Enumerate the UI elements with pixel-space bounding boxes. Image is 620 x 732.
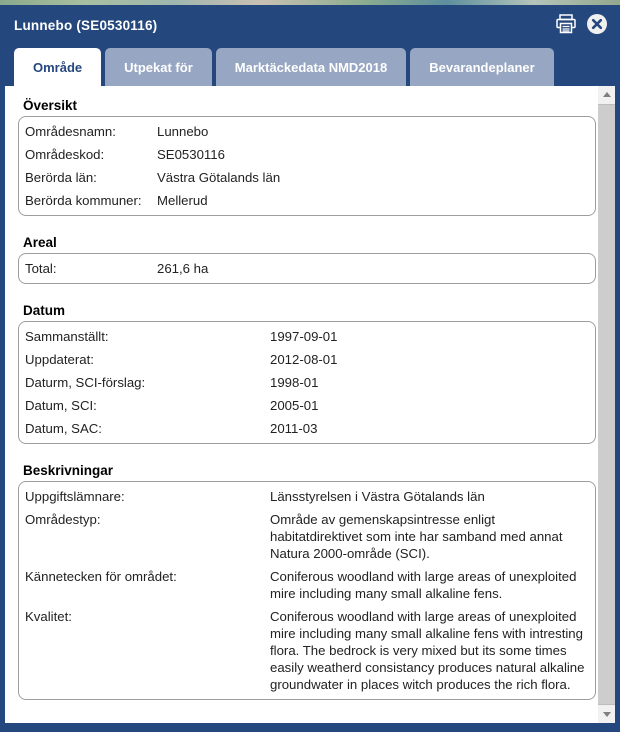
info-row <box>25 508 589 565</box>
row-label: Datum, SAC: <box>25 421 102 436</box>
info-row <box>25 417 589 440</box>
row-label: Områdestyp: <box>25 512 101 527</box>
row-label: Kännetecken för området: <box>25 569 177 584</box>
info-row <box>25 394 589 417</box>
section-datum <box>18 303 595 444</box>
row-value: Västra Götalands län <box>157 170 281 185</box>
section-box <box>18 481 596 700</box>
info-row <box>25 485 589 508</box>
tab-marktackedata-nmd2018[interactable] <box>216 48 406 86</box>
row-value: Coniferous woodland with large areas of unexploited mire including many small alkaline fens. <box>270 569 577 601</box>
section-box <box>18 116 596 216</box>
section-oversikt <box>18 98 595 216</box>
info-row <box>25 189 589 212</box>
row-value: Mellerud <box>157 193 208 208</box>
tab-label: Område <box>33 59 83 75</box>
tab-label: Marktäckedata NMD2018 <box>234 59 388 75</box>
dialog-titlebar <box>0 5 620 45</box>
section-heading: Översikt <box>23 98 78 113</box>
section-box <box>18 321 596 444</box>
info-row <box>25 565 589 605</box>
row-value: Länsstyrelsen i Västra Götalands län <box>270 489 485 504</box>
section-box <box>18 253 596 284</box>
section-heading: Datum <box>23 303 66 318</box>
row-label: Kvalitet: <box>25 609 72 624</box>
row-value: SE0530116 <box>157 147 225 162</box>
scroll-down-button[interactable] <box>598 706 615 723</box>
tab-omrade[interactable] <box>14 48 101 86</box>
tab-bevarandeplaner[interactable] <box>410 48 554 86</box>
row-value: Område av gemenskapsintresse enligt habitatdirektivet som inte har samband med annat Natura 2000-område (SCI). <box>270 512 563 561</box>
info-row <box>25 325 589 348</box>
row-value: 2011-03 <box>270 421 318 436</box>
tab-label: Bevarandeplaner <box>429 59 535 75</box>
tab-utpekat-for[interactable] <box>105 48 212 86</box>
close-icon <box>586 13 608 38</box>
info-row <box>25 348 589 371</box>
dialog-title: Lunnebo (SE0530116) <box>14 17 158 33</box>
row-label: Sammanställt: <box>25 329 109 344</box>
row-value: 1997-09-01 <box>270 329 338 344</box>
scrollbar[interactable] <box>598 86 615 723</box>
info-row <box>25 371 589 394</box>
info-row <box>25 143 589 166</box>
close-button[interactable] <box>586 13 608 38</box>
titlebar-actions <box>555 13 608 38</box>
row-label: Datum, SCI: <box>25 398 97 413</box>
row-label: Uppgiftslämnare: <box>25 489 125 504</box>
row-label: Områdeskod: <box>25 147 105 162</box>
row-label: Områdesnamn: <box>25 124 116 139</box>
row-value: 2005-01 <box>270 398 319 413</box>
row-label: Uppdaterat: <box>25 352 94 367</box>
tab-label: Utpekat för <box>124 59 193 75</box>
row-label: Total: <box>25 261 57 276</box>
scroll-up-button[interactable] <box>598 86 615 103</box>
info-row <box>25 166 589 189</box>
row-label: Berörda län: <box>25 170 97 185</box>
section-beskrivningar <box>18 463 595 700</box>
row-value: 1998-01 <box>270 375 319 390</box>
row-value: Lunnebo <box>157 124 209 139</box>
section-heading: Areal <box>23 235 57 250</box>
content-panel <box>5 86 598 723</box>
row-value: Coniferous woodland with large areas of unexploited mire including many small alkaline fens with intresting flora. The bedrock is very mixed but its some times easily weatherd consistancy produces natural alkaline groundwater in places witch produces the rich flora. <box>270 609 585 692</box>
arrow-down-icon <box>603 712 611 717</box>
dialog-body <box>5 86 615 723</box>
row-label: Daturm, SCI-förslag: <box>25 375 146 390</box>
arrow-up-icon <box>603 92 611 97</box>
row-value: 261,6 ha <box>157 261 209 276</box>
info-row <box>25 257 589 280</box>
print-button[interactable] <box>555 14 577 37</box>
scrollbar-thumb[interactable] <box>598 104 615 705</box>
info-row <box>25 605 589 696</box>
info-row <box>25 120 589 143</box>
section-areal <box>18 235 595 284</box>
info-dialog <box>0 5 620 732</box>
tab-bar <box>0 45 620 86</box>
section-heading: Beskrivningar <box>23 463 114 478</box>
print-icon <box>555 14 577 37</box>
row-label: Berörda kommuner: <box>25 193 142 208</box>
row-value: 2012-08-01 <box>270 352 338 367</box>
